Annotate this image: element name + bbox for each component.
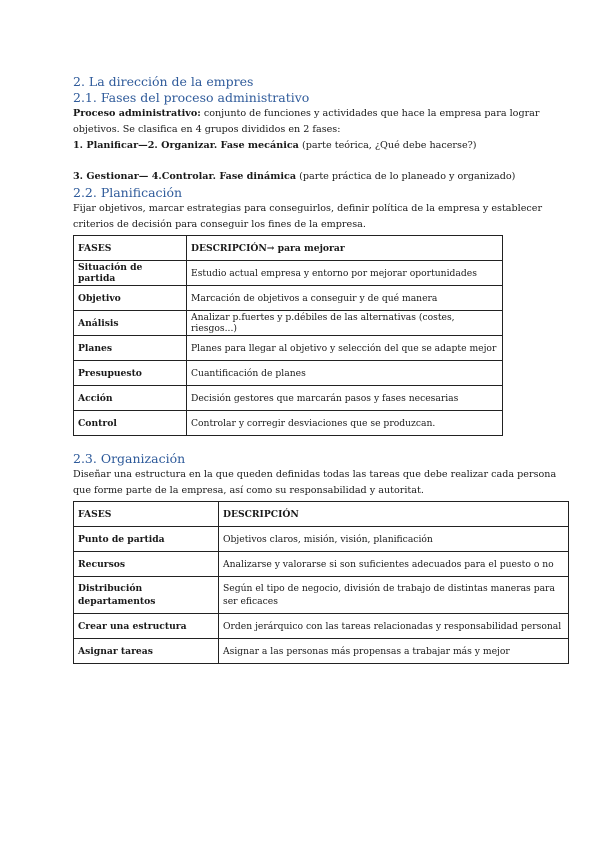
description-cell: Asignar a las personas más propensas a trabajar más y mejor (219, 639, 569, 664)
phase-cell: Presupuesto (74, 361, 187, 386)
phase-1-text: (parte teórica, ¿Qué debe hacerse?) (298, 140, 477, 151)
phase-cell: Acción (74, 386, 187, 411)
phase-2-bold: 3. Gestionar— 4.Controlar. Fase dinámica (73, 171, 297, 182)
description-cell: Objetivos claros, misión, visión, planificación (219, 527, 569, 552)
phase-cell: Objetivo (74, 286, 187, 311)
table-row (74, 311, 503, 336)
header-descripcion: DESCRIPCIÓN→ para mejorar (187, 236, 503, 261)
section-2-1-title: 2.1. Fases del proceso administrativo (73, 90, 310, 105)
table-row (74, 577, 569, 614)
table-row (74, 552, 569, 577)
phase-cell: Punto de partida (74, 527, 219, 552)
header-descripcion: DESCRIPCIÓN (219, 502, 569, 527)
description-cell: Cuantificación de planes (187, 361, 503, 386)
phase-cell: Asignar tareas (74, 639, 219, 664)
table-row (74, 261, 503, 286)
section-2-2-title: 2.2. Planificación (73, 185, 183, 200)
phase-cell: Situación de partida (74, 261, 187, 286)
description-cell: Analizarse y valorarse si son suficientes adecuados para el puesto o no (219, 552, 569, 577)
description-cell: Planes para llegar al objetivo y selección del que se adapte mejor (187, 336, 503, 361)
definition-paragraph (73, 106, 573, 138)
description-cell: Marcación de objetivos a conseguir y de qué manera (187, 286, 503, 311)
description-cell: Controlar y corregir desviaciones que se produzcan. (187, 411, 503, 436)
phase-cell: Análisis (74, 311, 187, 336)
table-row (74, 361, 503, 386)
organization-intro-line-2: que forme parte de la empresa, así como su responsabilidad y autoritat. (73, 485, 424, 496)
table-row (74, 286, 503, 311)
section-2-3-title: 2.3. Organización (73, 451, 186, 466)
table-row (74, 527, 569, 552)
phase-1-line (73, 138, 573, 154)
description-cell: Analizar p.fuertes y p.débiles de las alternativas (costes, riesgos...) (187, 311, 503, 336)
organization-table (73, 501, 569, 664)
phase-cell: Planes (74, 336, 187, 361)
description-cell: Estudio actual empresa y entorno por mejorar oportunidades (187, 261, 503, 286)
table-header-row (74, 502, 569, 527)
phase-cell: Control (74, 411, 187, 436)
table-row (74, 386, 503, 411)
table-row (74, 336, 503, 361)
organization-intro-line-1: Diseñar una estructura en la que queden definidas todas las tareas que debe realizar cada persona (73, 469, 557, 480)
table-row (74, 411, 503, 436)
header-fases: FASES (74, 502, 219, 527)
phase-2-text: (parte práctica de lo planeado y organizado) (296, 171, 516, 182)
table-row (74, 614, 569, 639)
document-page (73, 74, 573, 664)
definition-label: Proceso administrativo: (73, 108, 201, 119)
phase-cell: Distribución departamentos (74, 577, 219, 614)
phase-cell: Crear una estructura (74, 614, 219, 639)
header-fases: FASES (74, 236, 187, 261)
description-cell: Según el tipo de negocio, división de trabajo de distintas maneras para ser eficaces (219, 577, 569, 614)
planning-intro: Fijar objetivos, marcar estrategias para conseguirlos, definir política de la empresa y establecer criterios de decisión para conseguir los fines de la empresa. (73, 203, 543, 230)
table-row (74, 639, 569, 664)
main-heading: 2. La dirección de la empres (73, 74, 254, 89)
description-cell: Decisión gestores que marcarán pasos y fases necesarias (187, 386, 503, 411)
phase-1-bold: 1. Planificar—2. Organizar. Fase mecánica (73, 140, 299, 151)
table-header-row (74, 236, 503, 261)
planning-table (73, 235, 503, 436)
phase-cell: Recursos (74, 552, 219, 577)
description-cell: Orden jerárquico con las tareas relacionadas y responsabilidad personal (219, 614, 569, 639)
phase-2-line (73, 169, 573, 185)
definition-text: conjunto de funciones y actividades que hace la empresa para lograr objetivos. Se clasifica en 4 grupos divididos en 2 fases: (73, 108, 540, 135)
